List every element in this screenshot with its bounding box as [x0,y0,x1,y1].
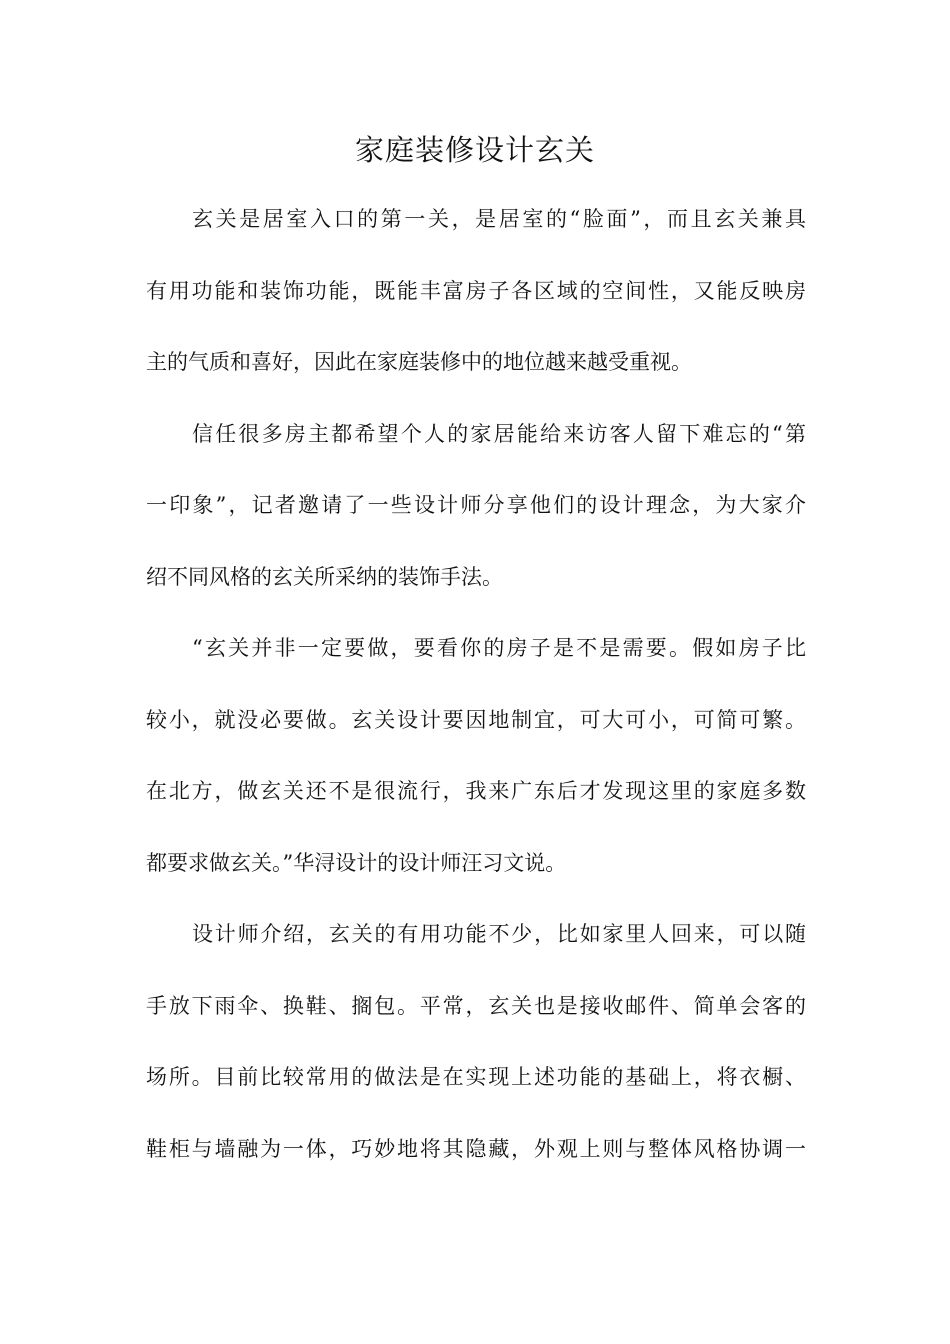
document-body [146,197,806,1198]
document-title: 家庭装修设计玄关 [354,133,595,167]
paragraph-2-line-1: 信任很多房主都希望个人的家居能给来访客人留下难忘的“第 [192,421,806,446]
paragraph-4-line-4: 鞋柜与墙融为一体，巧妙地将其隐藏，外观上则与整体风格协调一 [146,1136,806,1161]
paragraph-2-line-3: 绍不同风格的玄关所采纳的装饰手法。 [146,564,503,589]
paragraph-2-line-2: 一印象”，记者邀请了一些设计师分享他们的设计理念，为大家介 [146,493,806,517]
paragraph-3-line-3: 在北方，做玄关还不是很流行，我来广东后才发现这里的家庭多数 [146,779,806,803]
paragraph-3-line-2: 较小，就没必要做。玄关设计要因地制宜，可大可小，可简可繁。 [146,707,806,732]
paragraph-1-line-1: 玄关是居室入口的第一关，是居室的“脸面”，而且玄关兼具 [192,207,806,231]
paragraph-4-line-3: 场所。目前比较常用的做法是在实现上述功能的基础上，将衣橱、 [146,1065,806,1089]
paragraph-3-line-1: “玄关并非一定要做，要看你的房子是不是需要。假如房子比 [192,636,806,660]
paragraph-1-line-3: 主的气质和喜好，因此在家庭装修中的地位越来越受重视。 [146,350,692,374]
paragraph-3-line-4: 都要求做玄关。”华浔设计的设计师汪习文说。 [146,850,567,875]
paragraph-4-line-1: 设计师介绍，玄关的有用功能不少，比如家里人回来，可以随 [192,922,806,946]
paragraph-1-line-2: 有用功能和装饰功能，既能丰富房子各区域的空间性，又能反映房 [146,278,806,303]
paragraph-4-line-2: 手放下雨伞、换鞋、搁包。平常，玄关也是接收邮件、简单会客的 [146,993,806,1018]
